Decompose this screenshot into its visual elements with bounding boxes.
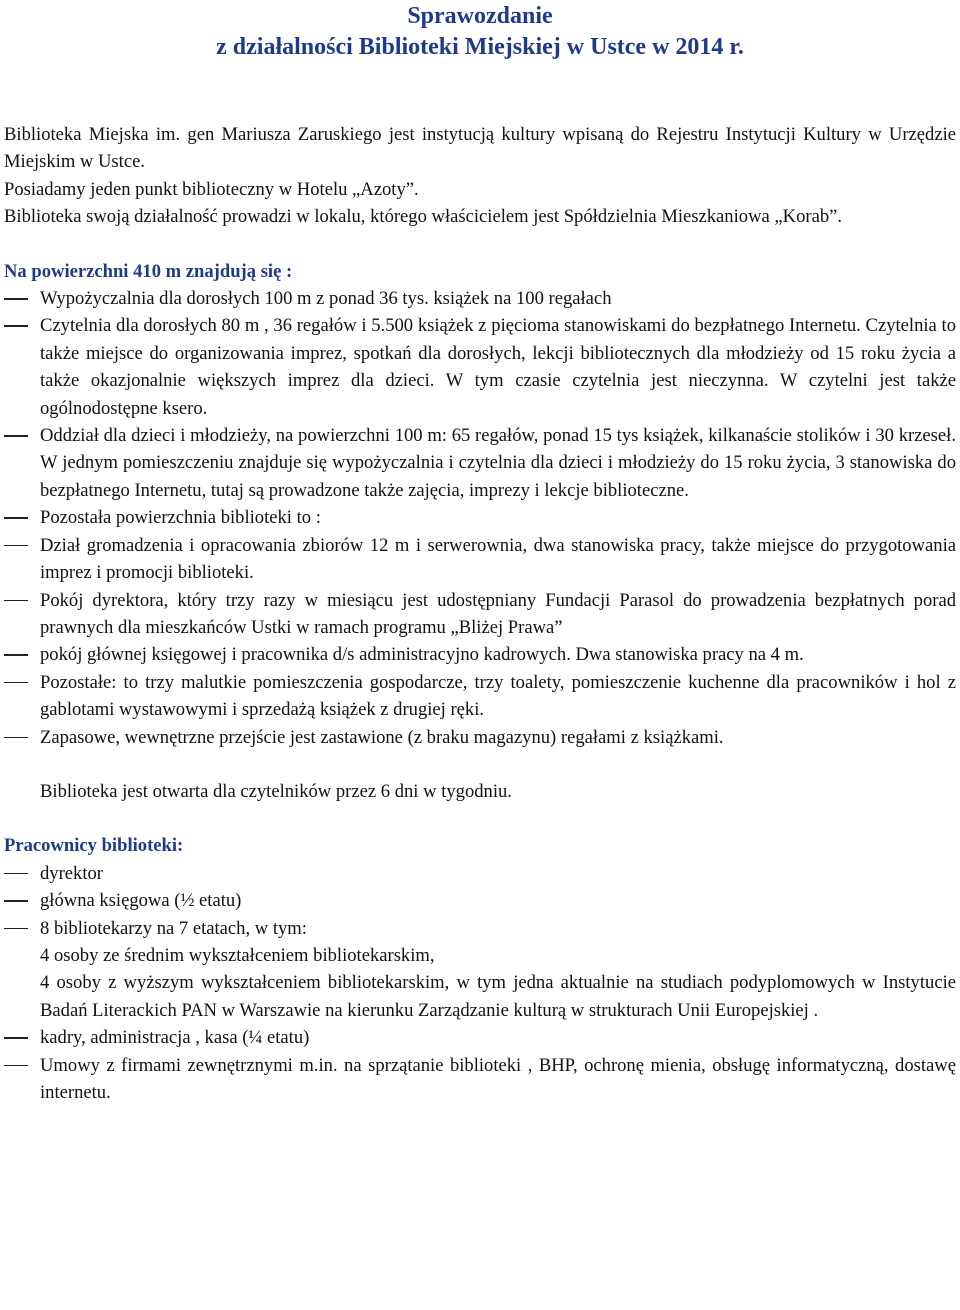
list-item: dyrektor (4, 860, 956, 887)
staff-sub-item: 4 osoby z wyższym wykształceniem bibliotekarskim, w tym jedna aktualnie na studiach podyplomowych w Instytucie Badań Literackich PAN w Warszawie na kierunku Zarządzanie kulturą w strukturach Unii Europejskiej . (40, 972, 956, 1021)
list-item: Wypożyczalnia dla dorosłych 100 m z ponad 36 tys. książek na 100 regałach (4, 285, 956, 312)
list-item: kadry, administracja , kasa (¼ etatu) (4, 1024, 956, 1051)
list-item: główna księgowa (½ etatu) (4, 887, 956, 914)
title-line-2: z działalności Biblioteki Miejskiej w Ustce w 2014 r. (216, 34, 744, 60)
intro-paragraph: Posiadamy jeden punkt biblioteczny w Hotelu „Azoty”. (4, 178, 419, 200)
opening-note: Biblioteka jest otwarta dla czytelników przez 6 dni w tygodniu. (40, 780, 512, 802)
list-item: 8 bibliotekarzy na 7 etatach, w tym: (4, 915, 956, 942)
staff-list-2 (4, 1024, 956, 1106)
intro-section (4, 121, 956, 231)
document-title (4, 0, 956, 63)
list-item: pokój głównej księgowej i pracownika d/s administracyjno kadrowych. Dwa stanowiska pracy na 4 m. (4, 641, 956, 668)
area-list (4, 285, 956, 751)
list-item: Pozostałe: to trzy malutkie pomieszczenia gospodarcze, trzy toalety, pomieszczenie kuchenne dla pracowników i hol z gablotami wystawowymi i sprzedażą książek z drugiej ręki. (4, 669, 956, 724)
list-item: Pozostała powierzchnia biblioteki to : (4, 504, 956, 531)
title-line-1: Sprawozdanie (407, 3, 553, 29)
intro-paragraph: Biblioteka swoją działalność prowadzi w lokalu, którego właścicielem jest Spółdzielnia Mieszkaniowa „Korab”. (4, 206, 843, 228)
list-item: Dział gromadzenia i opracowania zbiorów 12 m i serwerownia, dwa stanowiska pracy, także miejsce do przygotowania imprez i promocji biblioteki. (4, 532, 956, 587)
area-heading: Na powierzchni 410 m znajdują się : (4, 260, 293, 282)
list-item: Czytelnia dla dorosłych 80 m , 36 regałów i 5.500 książek z pięcioma stanowiskami do bezpłatnego Internetu. Czytelnia to także miejsce do organizowania imprez, spotkań dla dorosłych, lekcji bibliotecznych dla młodzieży od 15 roku życia a także okazjonalnie większych imprez dla dzieci. W tym czasie czytelnia jest nieczynna. W czytelni jest także ogólnodostępne ksero. (4, 312, 956, 422)
staff-heading: Pracownicy biblioteki: (4, 835, 184, 857)
list-item: Pokój dyrektora, który trzy razy w miesiącu jest udostępniany Fundacji Parasol do prowadzenia bezpłatnych porad prawnych dla mieszkańców Ustki w ramach programu „Bliżej Prawa” (4, 587, 956, 642)
staff-sub-item: 4 osoby ze średnim wykształceniem bibliotekarskim, (40, 944, 435, 966)
list-item: Zapasowe, wewnętrzne przejście jest zastawione (z braku magazynu) regałami z książkami. (4, 724, 956, 751)
staff-list (4, 860, 956, 942)
intro-paragraph: Biblioteka Miejska im. gen Mariusza Zaruskiego jest instytucją kultury wpisaną do Rejestru Instytucji Kultury w Urzędzie Miejskim w Ustce. (4, 124, 956, 173)
list-item: Oddział dla dzieci i młodzieży, na powierzchni 100 m: 65 regałów, ponad 15 tys książek, kilkanaście stolików i 30 krzeseł. W jednym pomieszczeniu znajduje się wypożyczalnia i czytelnia dla dzieci i młodzieży do 15 roku życia, 3 stanowiska do bezpłatnego Internetu, tutaj są prowadzone także zajęcia, imprezy i lekcje biblioteczne. (4, 422, 956, 504)
list-item: Umowy z firmami zewnętrznymi m.in. na sprzątanie biblioteki , BHP, ochronę mienia, obsługę informatyczną, dostawę internetu. (4, 1052, 956, 1107)
